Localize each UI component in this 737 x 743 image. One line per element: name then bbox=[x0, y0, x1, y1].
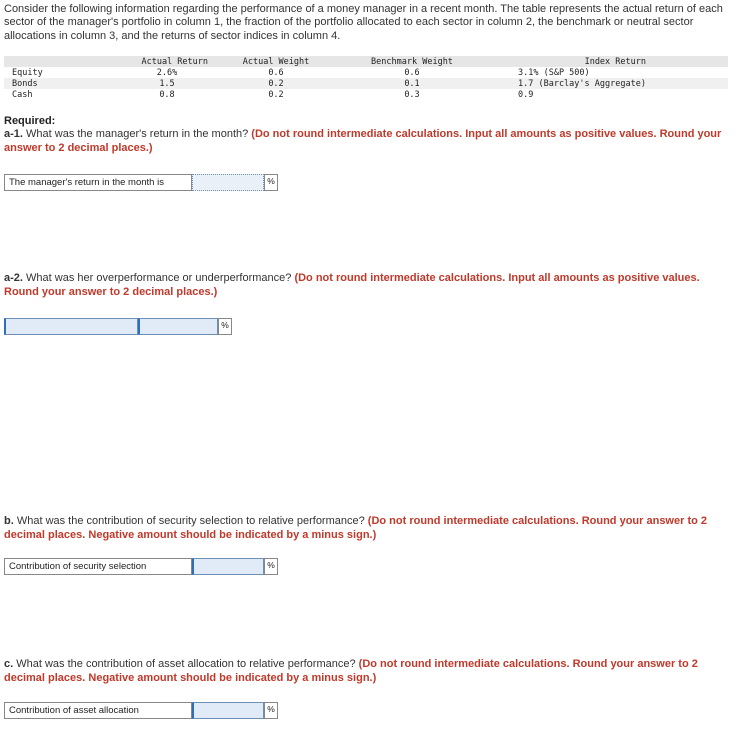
answer-a2-input-box[interactable] bbox=[138, 318, 218, 335]
actual-return-value: 0.8 bbox=[159, 90, 175, 100]
table-row bbox=[4, 78, 728, 89]
question-a1-number: a-1. bbox=[4, 128, 23, 140]
question-c-text: What was the contribution of asset allocation to relative performance? bbox=[13, 658, 359, 670]
performance-type-select[interactable] bbox=[4, 318, 138, 335]
security-selection-input[interactable] bbox=[194, 562, 263, 577]
header-benchmark-weight: Benchmark Weight bbox=[371, 57, 453, 67]
header-index-return: Index Return bbox=[584, 57, 646, 67]
answer-b-row bbox=[4, 558, 278, 575]
question-b-text: What was the contribution of security selection to relative performance? bbox=[13, 515, 368, 527]
question-b bbox=[4, 514, 730, 542]
question-b-instruction: (Do not round intermediate calculations. Round your answer to 2 decimal places. Negative amount should be indicated by a minus sign.) bbox=[4, 515, 707, 541]
performance-table bbox=[4, 56, 728, 100]
performance-type-input[interactable] bbox=[6, 322, 137, 337]
actual-weight-value: 0.2 bbox=[268, 90, 284, 100]
header-actual-weight: Actual Weight bbox=[242, 57, 310, 67]
problem-intro: Consider the following information regarding the performance of a money manager in a recent month. The table represents the actual return of each sector of the manager's portfolio in column 1, the fraction of the portfolio allocated to each sector in column 2, the benchmark or neutral sector allocations in column 3, and the returns of sector indices in column 4. bbox=[4, 3, 723, 42]
index-return-value: 3.1% (S&P 500) bbox=[518, 68, 590, 78]
answer-c-row bbox=[4, 702, 278, 719]
question-a1-instruction: (Do not round intermediate calculations. Input all amounts as positive values. Round your answer to 2 decimal places.) bbox=[4, 128, 722, 154]
sector-name: Cash bbox=[12, 90, 33, 100]
benchmark-weight-value: 0.6 bbox=[404, 68, 420, 78]
actual-return-value: 1.5 bbox=[159, 79, 175, 89]
question-b-number: b. bbox=[4, 515, 14, 527]
question-a2-text: What was her overperformance or underperformance? bbox=[22, 272, 295, 284]
question-a2-instruction: (Do not round intermediate calculations. Input all amounts as positive values. Round your answer to 2 decimal places.) bbox=[4, 272, 700, 298]
question-a2 bbox=[4, 271, 730, 299]
percent-unit: % bbox=[264, 702, 278, 719]
table-row bbox=[4, 67, 728, 78]
answer-b-label: Contribution of security selection bbox=[4, 558, 192, 575]
table-row bbox=[4, 89, 728, 100]
benchmark-weight-value: 0.3 bbox=[404, 90, 420, 100]
percent-unit: % bbox=[264, 558, 278, 575]
index-return-value: 1.7 (Barclay's Aggregate) bbox=[518, 79, 646, 89]
question-a1-text: What was the manager's return in the month? bbox=[22, 128, 252, 140]
answer-a1-label: The manager's return in the month is bbox=[4, 174, 192, 191]
overperformance-input[interactable] bbox=[140, 322, 217, 337]
question-c-instruction: (Do not round intermediate calculations. Round your answer to 2 decimal places. Negative amount should be indicated by a minus sign.) bbox=[4, 658, 698, 684]
actual-return-value: 2.6% bbox=[156, 68, 178, 78]
sector-name: Equity bbox=[12, 68, 43, 78]
table-header-row bbox=[4, 56, 728, 67]
benchmark-weight-value: 0.1 bbox=[404, 79, 420, 89]
answer-a1-row bbox=[4, 174, 278, 191]
actual-weight-value: 0.2 bbox=[268, 79, 284, 89]
question-a2-number: a-2. bbox=[4, 272, 23, 284]
answer-a2-row bbox=[4, 318, 232, 335]
answer-c-label: Contribution of asset allocation bbox=[4, 702, 192, 719]
manager-return-input[interactable] bbox=[193, 178, 263, 193]
actual-weight-value: 0.6 bbox=[268, 68, 284, 78]
question-a1 bbox=[4, 127, 730, 155]
percent-unit: % bbox=[264, 174, 278, 191]
required-heading: Required: bbox=[4, 115, 56, 127]
header-actual-return: Actual Return bbox=[141, 57, 208, 67]
sector-name: Bonds bbox=[12, 79, 38, 89]
index-return-value: 0.9 bbox=[518, 90, 534, 100]
asset-allocation-input[interactable] bbox=[194, 706, 263, 721]
answer-c-input-box[interactable] bbox=[192, 702, 264, 719]
question-c bbox=[4, 657, 730, 685]
answer-b-input-box[interactable] bbox=[192, 558, 264, 575]
answer-a1-input-box[interactable] bbox=[192, 174, 264, 191]
question-c-number: c. bbox=[4, 658, 14, 670]
percent-unit: % bbox=[218, 318, 232, 335]
